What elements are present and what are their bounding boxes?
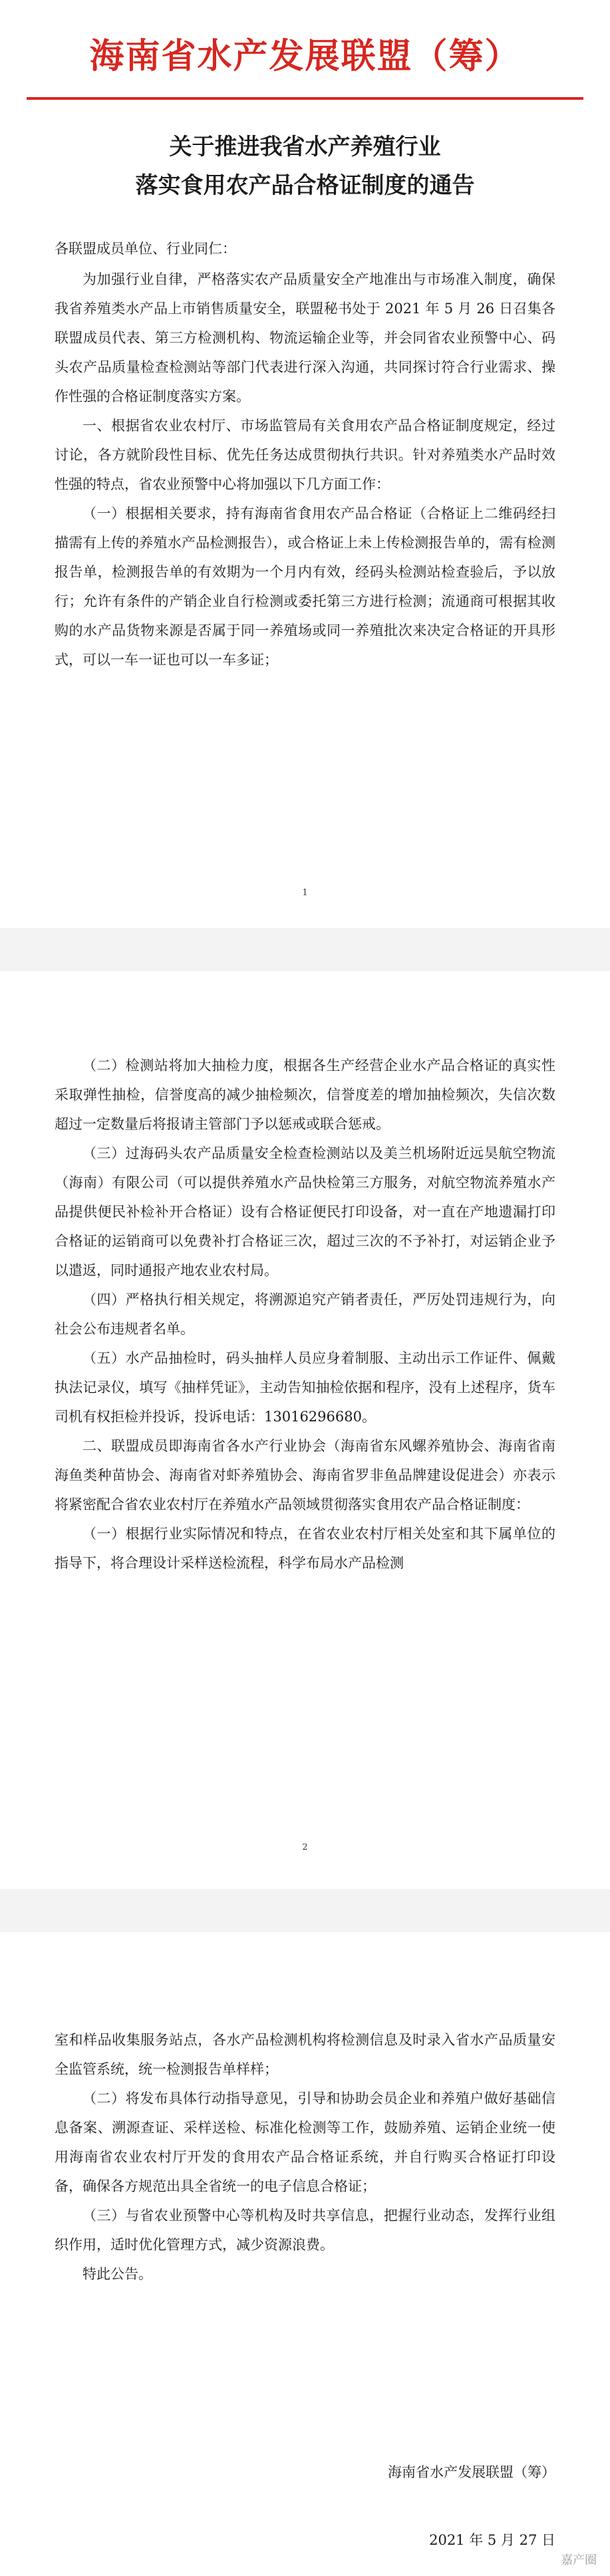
watermark: 嘉产圈 [561,2553,597,2567]
paragraph: （五）水产品抽检时，码头抽样人员应身着制服、主动出示工作证件、佩戴执法记录仪，填写《抽样凭证》，主动告知抽检依据和程序，没有上述程序，货车司机有权拒检并投诉，投诉电话：13016296680。 [55,1350,555,1425]
page-2-body [55,1051,555,1578]
paragraph: （二）检测站将加大抽检力度，根据各生产经营企业水产品合格证的真实性采取弹性抽检，信誉度高的减少抽检频次，信誉度差的增加抽检频次，失信次数超过一定数量后将报请主管部门予以惩戒或联合惩戒。 [55,1058,555,1132]
red-divider [27,97,583,100]
paragraph: 为加强行业自律，严格落实农产品质量安全产地准出与市场准入制度，确保我省养殖类水产品上市销售质量安全，联盟秘书处于 2021 年 5 月 26 日召集各联盟成员代表、第三方检测机构、物流运输企业等，并会同省农业预警中心、码头农产品质量检查检测站等部门代表进行深入沟通，共同探讨符合行业需求、操作性强的合格证制度落实方案。 [55,271,555,404]
document-title [0,128,610,205]
page-number: 2 [302,1842,308,1852]
document-title-line-2: 落实食用农产品合格证制度的通告 [135,172,475,199]
paragraph: （一）根据相关要求，持有海南省食用农产品合格证（合格证上二维码经扫描需有上传的养殖水产品检测报告），或合格证上未上传检测报告单的，需有检测报告单，检测报告单的有效期为一个月内有效，经码头检测站检查验后，予以放行；允许有条件的产销企业自行检测或委托第三方进行检测；流通商可根据其收购的水产品货物来源是否属于同一养殖场或同一养殖批次来决定合格证的开具形式，可以一车一证也可以一车多证； [55,505,555,668]
paragraph: （一）根据行业实际情况和特点，在省农业农村厅相关处室和其下属单位的指导下，将合理设计采样送检流程，科学布局水产品检测 [55,1526,555,1571]
page-separator [0,928,610,971]
page-separator [0,1889,610,1932]
salutation: 各联盟成员单位、行业同仁： [55,241,236,257]
page-number: 1 [302,888,308,898]
paragraph: （三）与省农业预警中心等机构及时共享信息，把握行业动态，发挥行业组织作用，适时优化管理方式，减少资源浪费。 [55,2208,555,2253]
page-1 [0,0,610,928]
page-3-body [55,2025,555,2289]
page-2 [0,971,610,1889]
paragraph: （三）过海码头农产品质量安全检查检测站以及美兰机场附近远昊航空物流（海南）有限公司（可以提供养殖水产品快检第三方服务，对航空物流养殖水产品提供便民补检补开合格证）设有合格证便民打印设备，对一直在产地遗漏打印合格证的运销商可以免费补打合格证三次，超过三次的不予补打，对运销企业予以遣返，同时通报产地农业农村局。 [55,1145,555,1278]
paragraph: 室和样品收集服务站点，各水产品检测机构将检测信息及时录入省水产品质量安全监管系统，统一检测报告单样样； [55,2032,555,2077]
page-1-body [55,234,555,674]
document-title-line-1: 关于推进我省水产养殖行业 [169,134,441,160]
paragraph: 一、根据省农业农村厅、市场监管局有关食用农产品合格证制度规定，经过讨论，各方就阶段性目标、优先任务达成贯彻执行共识。针对养殖类水产品时效性强的特点，省农业预警中心将加强以下几方面工作： [55,418,555,492]
signature-date: 2021 年 5 月 27 日 [429,2532,555,2548]
org-title: 海南省水产发展联盟（筹） [89,37,521,76]
paragraph: 二、联盟成员即海南省各水产行业协会（海南省东风螺养殖协会、海南省南海鱼类种苗协会、海南省对虾养殖协会、海南省罗非鱼品牌建设促进会）亦表示将紧密配合省农业农村厅在养殖水产品领域贯彻落实食用农产品合格证制度： [55,1438,555,1512]
paragraph: （四）严格执行相关规定，将溯源追究产销者责任，严厉处罚违规行为，向社会公布违规者名单。 [55,1292,555,1337]
page-3 [0,1932,610,2576]
paragraph: 特此公告。 [82,2266,152,2282]
signature-org: 海南省水产发展联盟（筹） [388,2464,555,2480]
paragraph: （二）将发布具体行动指导意见，引导和协助会员企业和养殖户做好基础信息备案、溯源查证、采样送检、标准化检测等工作，鼓励养殖、运销企业统一使用海南省农业农村厅开发的食用农产品合格证系统，并自行购买合格证打印设备，确保各方规范出具全省统一的电子信息合格证； [55,2090,555,2194]
